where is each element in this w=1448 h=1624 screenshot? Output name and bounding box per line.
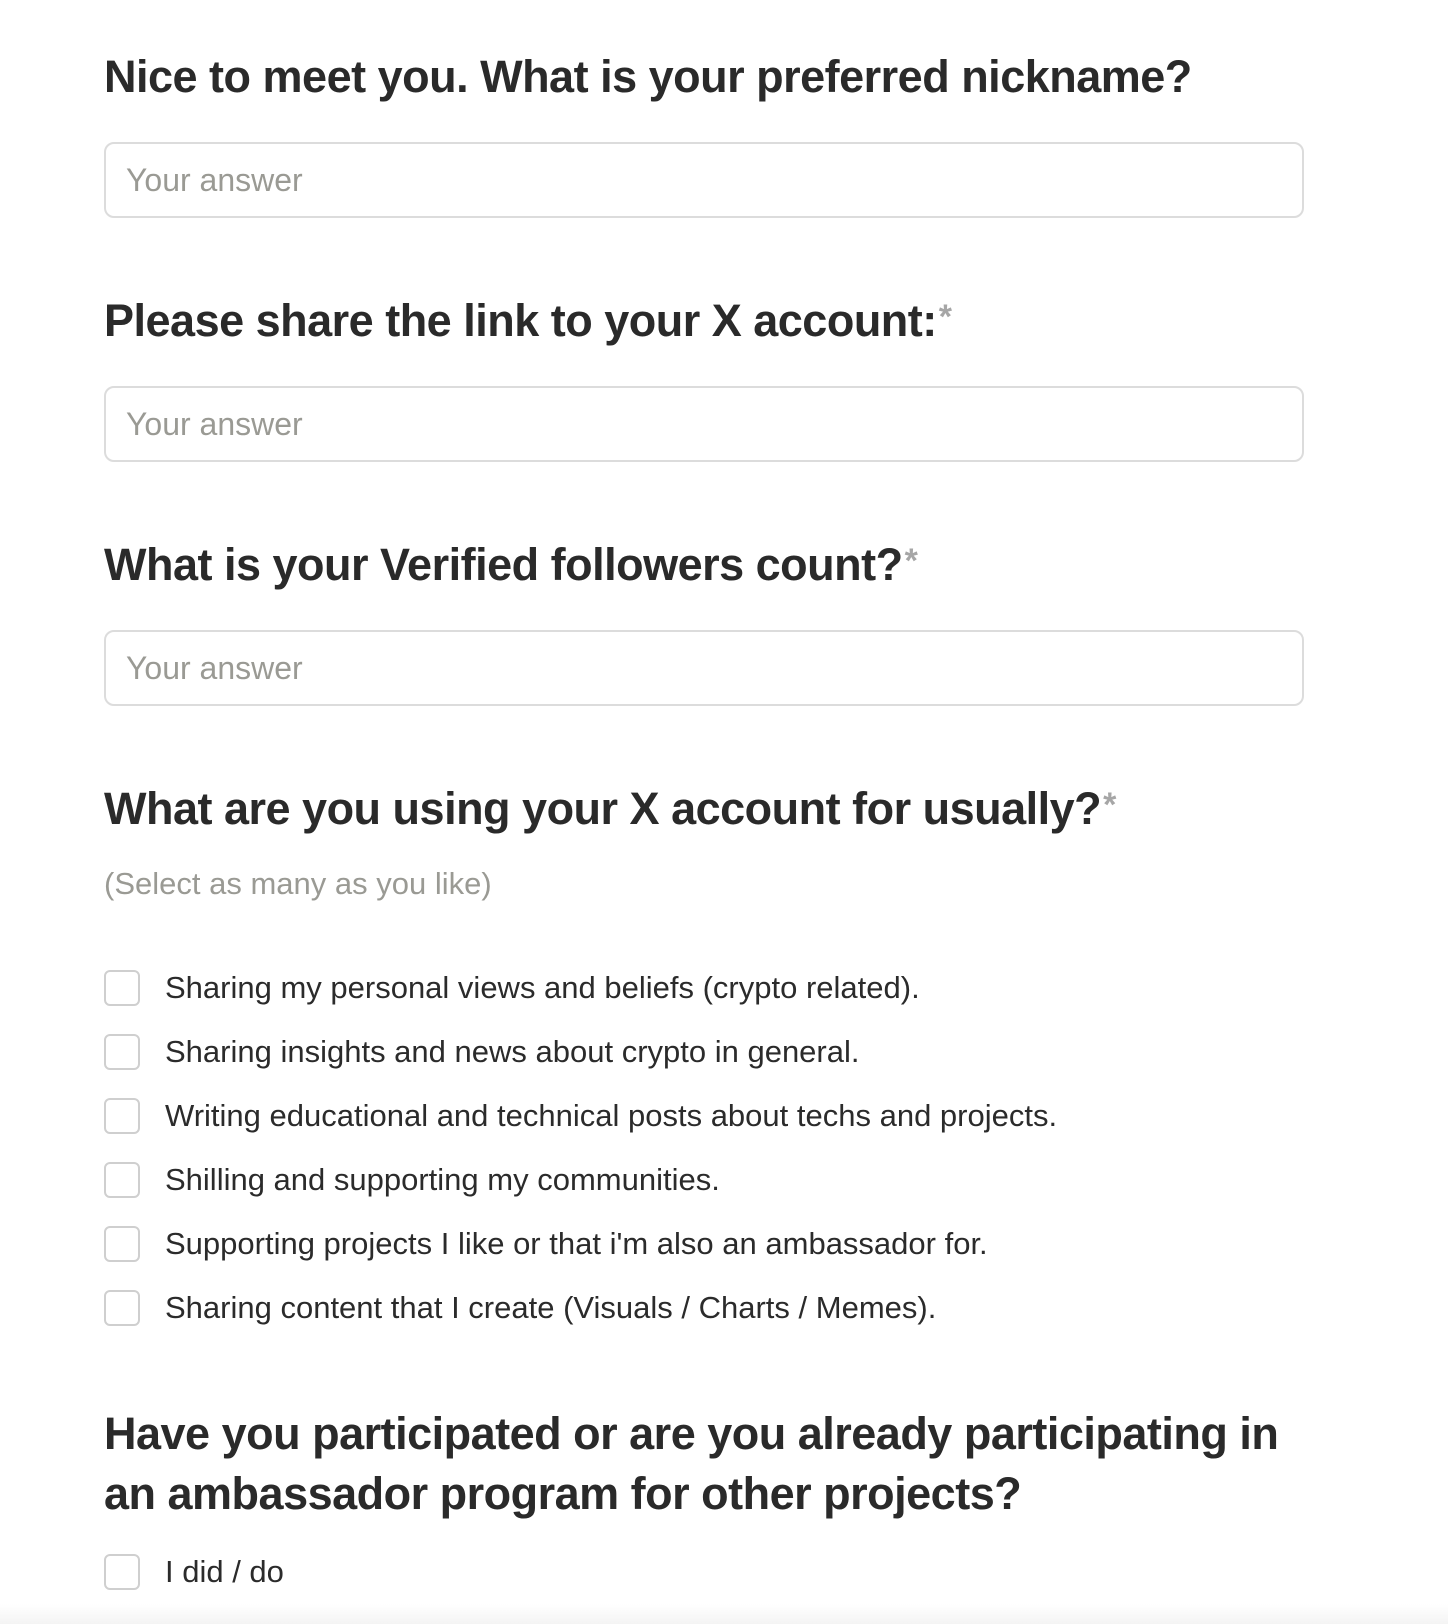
- option-i-did-do[interactable]: [104, 1540, 284, 1604]
- checkbox[interactable]: [104, 1162, 140, 1198]
- option-label: Shilling and supporting my communities.: [165, 1162, 720, 1197]
- option-label: I did / do: [165, 1554, 284, 1589]
- required-asterisk: *: [1103, 786, 1116, 824]
- question-x-link-title: [104, 292, 952, 350]
- checkbox[interactable]: [104, 1226, 140, 1262]
- required-asterisk: *: [904, 542, 918, 580]
- option-label: Sharing my personal views and beliefs (crypto related).: [165, 970, 920, 1005]
- question-hint: (Select as many as you like): [104, 866, 492, 901]
- x-usage-options: [104, 956, 1057, 1340]
- option-sharing-content[interactable]: [104, 1276, 1057, 1340]
- x-account-link-input[interactable]: [104, 386, 1304, 462]
- question-title-text: What is your Verified followers count?: [104, 539, 903, 590]
- option-label: Writing educational and technical posts about techs and projects.: [165, 1098, 1058, 1133]
- checkbox[interactable]: [104, 1098, 140, 1134]
- question-title-text: Please share the link to your X account:: [104, 295, 937, 346]
- bottom-edge-fade: [0, 1604, 1448, 1624]
- verified-followers-input[interactable]: [104, 630, 1304, 706]
- question-title-text: Have you participated or are you already participating in an ambassador program for other projects?: [104, 1408, 1279, 1519]
- checkbox[interactable]: [104, 970, 140, 1006]
- question-title-text: What are you using your X account for usually?: [104, 783, 1102, 834]
- question-title-text: Nice to meet you. What is your preferred nickname?: [104, 51, 1192, 102]
- option-insights-news[interactable]: [104, 1020, 1057, 1084]
- required-asterisk: *: [938, 298, 952, 336]
- checkbox[interactable]: [104, 1554, 140, 1590]
- nickname-input[interactable]: [104, 142, 1304, 218]
- checkbox[interactable]: [104, 1034, 140, 1070]
- option-supporting-projects[interactable]: [104, 1212, 1057, 1276]
- option-personal-views[interactable]: [104, 956, 1057, 1020]
- option-label: Supporting projects I like or that i'm also an ambassador for.: [165, 1226, 988, 1261]
- question-nickname-title: [104, 48, 1192, 106]
- question-followers-title: [104, 536, 917, 594]
- option-educational-posts[interactable]: [104, 1084, 1057, 1148]
- checkbox[interactable]: [104, 1290, 140, 1326]
- ambassador-options: [104, 1540, 284, 1604]
- question-x-usage-title: [104, 780, 1116, 838]
- option-label: Sharing content that I create (Visuals / Charts / Memes).: [165, 1290, 937, 1325]
- option-shilling-communities[interactable]: [104, 1148, 1057, 1212]
- question-ambassador-title: [104, 1404, 1324, 1524]
- option-label: Sharing insights and news about crypto in general.: [165, 1034, 860, 1069]
